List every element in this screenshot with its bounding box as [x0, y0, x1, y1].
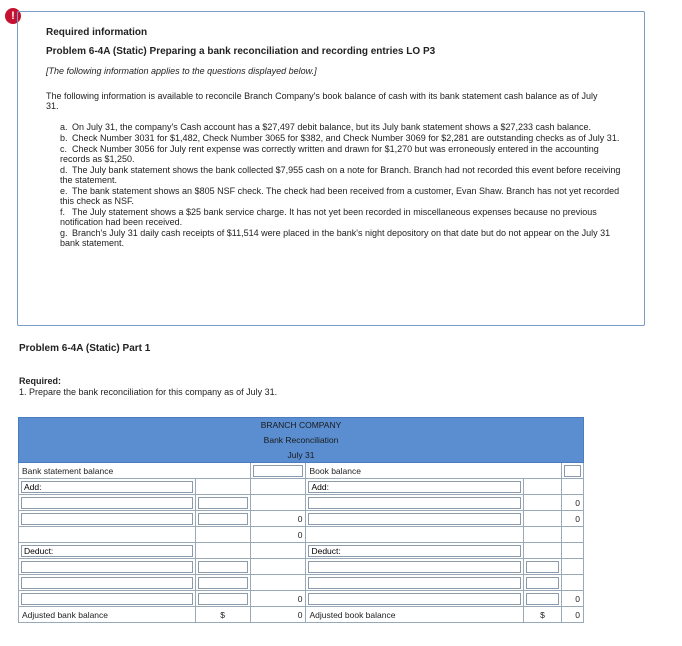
required-label: Required: [19, 376, 62, 386]
book-deduct-total: 0 [561, 591, 583, 607]
book-add-amount: 0 [561, 495, 583, 511]
bank-deduct-desc-input[interactable] [21, 593, 193, 605]
list-item [60, 133, 625, 143]
item-text: Check Number 3031 for $1,482, Check Number 3065 for $382, and Check Number 3069 for $2,281 are outstanding checks as of July 31. [72, 133, 620, 143]
book-add-label-input[interactable] [308, 481, 521, 493]
bank-add-label-input[interactable] [21, 481, 193, 493]
bank-deduct-desc-input[interactable] [21, 561, 193, 573]
bank-deduct-desc-cell [19, 575, 196, 591]
adjusted-bank-balance: 0 [250, 607, 306, 623]
book-deduct-label-cell [306, 543, 524, 559]
alert-icon: ! [5, 8, 21, 24]
facts-list [60, 122, 625, 248]
book-add-desc-cell [306, 495, 524, 511]
book-add-total: 0 [561, 511, 583, 527]
list-item [60, 186, 625, 206]
bank-deduct-total: 0 [250, 591, 306, 607]
book-deduct-amount-cell [524, 575, 562, 591]
list-item [60, 228, 625, 248]
bank-add-desc-input[interactable] [21, 513, 193, 525]
bank-statement-balance-input[interactable] [253, 465, 304, 477]
book-deduct-amount-cell [524, 591, 562, 607]
item-text: The July statement shows a $25 bank service charge. It has not yet been recorded in miscellaneous expenses because no previous notification had been received. [60, 207, 597, 227]
book-deduct-desc-input[interactable] [308, 577, 521, 589]
book-add-label-cell [306, 479, 524, 495]
bank-add-amount-cell [195, 511, 250, 527]
bank-add-label-cell [19, 479, 196, 495]
bank-deduct-desc-cell [19, 591, 196, 607]
book-deduct-desc-input[interactable] [308, 561, 521, 573]
applies-note: [The following information applies to the questions displayed below.] [46, 66, 317, 76]
book-add-desc-input[interactable] [308, 497, 521, 509]
item-letter: b. [60, 133, 68, 143]
item-text: Branch's July 31 daily cash receipts of $11,514 were placed in the bank's night depository on that date but do not appear on the July 31 bank statement. [60, 228, 611, 248]
intro-text: The following information is available to reconcile Branch Company's book balance of cash with its bank statement cash balance as of July 31. [46, 91, 598, 111]
bank-deduct-label-input[interactable] [21, 545, 193, 557]
item-letter: f. [60, 207, 66, 217]
item-text: The July bank statement shows the bank collected $7,955 cash on a note for Branch. Branch had not recorded this event before receiving the statement. [60, 165, 621, 185]
list-item [60, 165, 625, 185]
statement-name: Bank Reconciliation [19, 433, 584, 448]
bank-subtotal: 0 [250, 527, 306, 543]
book-balance-label: Book balance [306, 463, 562, 479]
item-letter: a. [60, 122, 68, 132]
list-item [60, 144, 625, 164]
item-text: On July 31, the company's Cash account has a $27,497 debit balance, but its July bank statement shows a $27,233 cash balance. [72, 122, 592, 132]
adjusted-book-balance-label: Adjusted book balance [306, 607, 524, 623]
book-deduct-amount-input[interactable] [526, 593, 559, 605]
book-deduct-amount-input[interactable] [526, 577, 559, 589]
book-add-desc-input[interactable] [308, 513, 521, 525]
bank-deduct-amount-input[interactable] [198, 593, 248, 605]
required-text: 1. Prepare the bank reconciliation for this company as of July 31. [19, 387, 278, 397]
book-add-desc-cell [306, 511, 524, 527]
part-title: Problem 6-4A (Static) Part 1 [19, 343, 151, 354]
item-text: Check Number 3056 for July rent expense was correctly written and drawn for $1,270 but was erroneously entered in the accounting records as $1,250. [60, 144, 599, 164]
bank-deduct-desc-cell [19, 559, 196, 575]
book-deduct-desc-cell [306, 559, 524, 575]
adjusted-bank-balance-label: Adjusted bank balance [19, 607, 196, 623]
bank-reconciliation-table [18, 417, 584, 623]
bank-add-total: 0 [250, 511, 306, 527]
bank-deduct-label-cell [19, 543, 196, 559]
book-deduct-label-input[interactable] [308, 545, 521, 557]
book-balance-cell [561, 463, 583, 479]
bank-deduct-amount-cell [195, 591, 250, 607]
bank-statement-balance-cell [250, 463, 306, 479]
problem-title: Problem 6-4A (Static) Preparing a bank reconciliation and recording entries LO P3 [46, 46, 436, 57]
bank-deduct-amount-input[interactable] [198, 561, 248, 573]
bank-statement-balance-label: Bank statement balance [19, 463, 251, 479]
bank-add-desc-cell [19, 495, 196, 511]
item-letter: e. [60, 186, 68, 196]
book-deduct-desc-cell [306, 575, 524, 591]
book-deduct-desc-input[interactable] [308, 593, 521, 605]
bank-add-amount-input[interactable] [198, 513, 248, 525]
list-item [60, 207, 625, 227]
book-deduct-desc-cell [306, 591, 524, 607]
required-information-heading: Required information [46, 27, 148, 38]
book-deduct-amount-cell [524, 559, 562, 575]
adjusted-book-currency: $ [524, 607, 562, 623]
item-letter: g. [60, 228, 68, 238]
item-text: The bank statement shows an $805 NSF check. The check had been received from a customer, Evan Shaw. Branch has not yet recorded this check as NSF. [60, 186, 620, 206]
list-item [60, 122, 625, 132]
statement-date: July 31 [19, 448, 584, 463]
item-letter: c. [60, 144, 68, 154]
bank-deduct-amount-cell [195, 575, 250, 591]
bank-add-amount-input[interactable] [198, 497, 248, 509]
bank-deduct-desc-input[interactable] [21, 577, 193, 589]
bank-add-desc-input[interactable] [21, 497, 193, 509]
adjusted-book-balance: 0 [561, 607, 583, 623]
book-balance-input[interactable] [564, 465, 581, 477]
company-name: BRANCH COMPANY [19, 418, 584, 433]
required-information-panel [17, 11, 645, 326]
book-deduct-amount-input[interactable] [526, 561, 559, 573]
adjusted-bank-currency: $ [195, 607, 250, 623]
item-letter: d. [60, 165, 68, 175]
bank-deduct-amount-cell [195, 559, 250, 575]
bank-deduct-amount-input[interactable] [198, 577, 248, 589]
bank-add-amount-cell [195, 495, 250, 511]
bank-add-desc-cell [19, 511, 196, 527]
